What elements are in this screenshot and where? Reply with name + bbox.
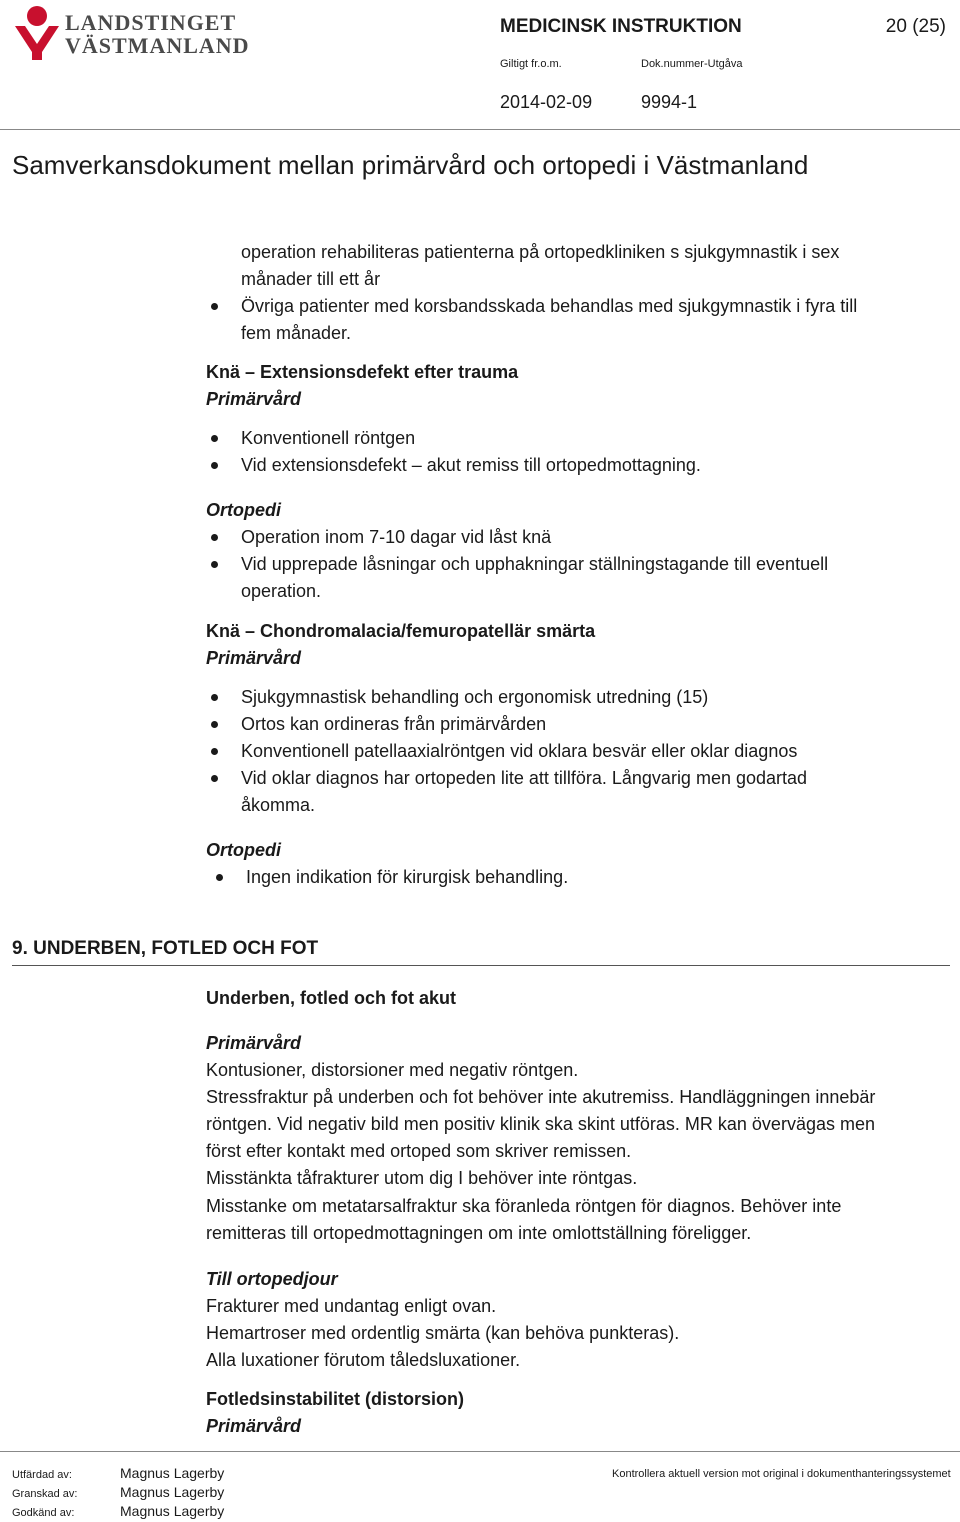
valid-from-label: Giltigt fr.o.m. bbox=[500, 58, 562, 70]
label-ortopedi: Ortopedi bbox=[206, 840, 281, 860]
doc-type: MEDICINSK INSTRUKTION bbox=[500, 16, 742, 37]
list-item: Konventionell röntgen bbox=[241, 425, 415, 452]
logo-line-1: LANDSTINGET bbox=[65, 10, 237, 35]
page-number: 20 (25) bbox=[885, 16, 946, 37]
docnum-label: Dok.nummer-Utgåva bbox=[641, 58, 743, 70]
label-primarvard: Primärvård bbox=[206, 648, 302, 668]
paragraph-line: först efter kontakt med ortoped som skriver remissen. bbox=[206, 1141, 632, 1161]
subheading-extensionsdefekt: Knä – Extensionsdefekt efter trauma bbox=[206, 362, 519, 382]
list-item: Konventionell patellaaxialröntgen vid oklara besvär eller oklar diagnos bbox=[241, 738, 797, 765]
list-item: Övriga patienter med korsbandsskada behandlas med sjukgymnastik i fyra till fem månader. bbox=[241, 293, 857, 347]
logo-emblem-icon bbox=[12, 4, 62, 60]
footer-divider bbox=[0, 1451, 960, 1452]
paragraph-line: Misstanke om metatarsalfraktur ska föranleda röntgen för diagnos. Behöver inte bbox=[206, 1196, 842, 1216]
cont-line-2: månader till ett år bbox=[241, 269, 381, 289]
label-primarvard: Primärvård bbox=[206, 1416, 302, 1436]
subheading-underben-akut: Underben, fotled och fot akut bbox=[206, 988, 456, 1008]
issued-by-label: Utfärdad av: bbox=[12, 1469, 72, 1481]
list-item: Sjukgymnastisk behandling och ergonomisk utredning (15) bbox=[241, 684, 708, 711]
header-divider bbox=[0, 129, 960, 130]
logo-line-2: VÄSTMANLAND bbox=[65, 33, 250, 58]
issued-by-value: Magnus Lagerby bbox=[120, 1465, 225, 1481]
paragraph-line: remitteras till ortopedmottagningen om inte omlottställning föreligger. bbox=[206, 1223, 752, 1243]
subheading-fotledsinstabilitet: Fotledsinstabilitet (distorsion) bbox=[206, 1389, 465, 1409]
paragraph-line: Stressfraktur på underben och fot behöver inte akutremiss. Handläggningen innebär bbox=[206, 1087, 876, 1107]
list-item: Vid extensionsdefekt – akut remiss till ortopedmottagning. bbox=[241, 452, 701, 479]
list-item: Operation inom 7-10 dagar vid låst knä bbox=[241, 524, 551, 551]
paragraph-line: Kontusioner, distorsioner med negativ röntgen. bbox=[206, 1060, 579, 1080]
section-divider bbox=[12, 965, 950, 966]
label-primarvard: Primärvård bbox=[206, 1033, 302, 1053]
paragraph-line: Hemartroser med ordentlig smärta (kan behöva punkteras). bbox=[206, 1323, 680, 1343]
approved-by-label: Godkänd av: bbox=[12, 1507, 75, 1519]
cont-line-1: operation rehabiliteras patienterna på ortopedkliniken s sjukgymnastik i sex bbox=[241, 242, 840, 262]
label-till-ortopedjour: Till ortopedjour bbox=[206, 1269, 338, 1289]
approved-by-value: Magnus Lagerby bbox=[120, 1503, 225, 1519]
paragraph-line: Misstänkta tåfrakturer utom dig I behöver inte röntgas. bbox=[206, 1168, 638, 1188]
list-item: Vid upprepade låsningar och upphakningar ställningstagande till eventuell operation. bbox=[241, 551, 828, 605]
valid-from-date: 2014-02-09 bbox=[500, 92, 593, 112]
org-logo bbox=[12, 4, 250, 60]
label-ortopedi: Ortopedi bbox=[206, 500, 281, 520]
list-item: Vid oklar diagnos har ortopeden lite att tillföra. Långvarig men godartad åkomma. bbox=[241, 765, 807, 819]
section-heading: 9. UNDERBEN, FOTLED OCH FOT bbox=[12, 938, 319, 959]
document-title: Samverkansdokument mellan primärvård och ortopedi i Västmanland bbox=[12, 150, 809, 180]
subheading-chondromalacia: Knä – Chondromalacia/femuropatellär smärta bbox=[206, 621, 596, 641]
label-primarvard: Primärvård bbox=[206, 389, 302, 409]
reviewed-by-label: Granskad av: bbox=[12, 1488, 78, 1500]
list-item: Ingen indikation för kirurgisk behandling. bbox=[246, 864, 568, 891]
reviewed-by-value: Magnus Lagerby bbox=[120, 1484, 225, 1500]
paragraph-line: Frakturer med undantag enligt ovan. bbox=[206, 1296, 497, 1316]
version-note: Kontrollera aktuell version mot original i dokumenthanteringssystemet bbox=[612, 1468, 951, 1480]
paragraph-line: röntgen. Vid negativ bild men positiv klinik ska skint utföras. MR kan övervägas men bbox=[206, 1114, 875, 1134]
paragraph-line: Alla luxationer förutom tåledsluxationer. bbox=[206, 1350, 521, 1370]
list-item: Ortos kan ordineras från primärvården bbox=[241, 711, 546, 738]
document-number: 9994-1 bbox=[641, 92, 698, 112]
